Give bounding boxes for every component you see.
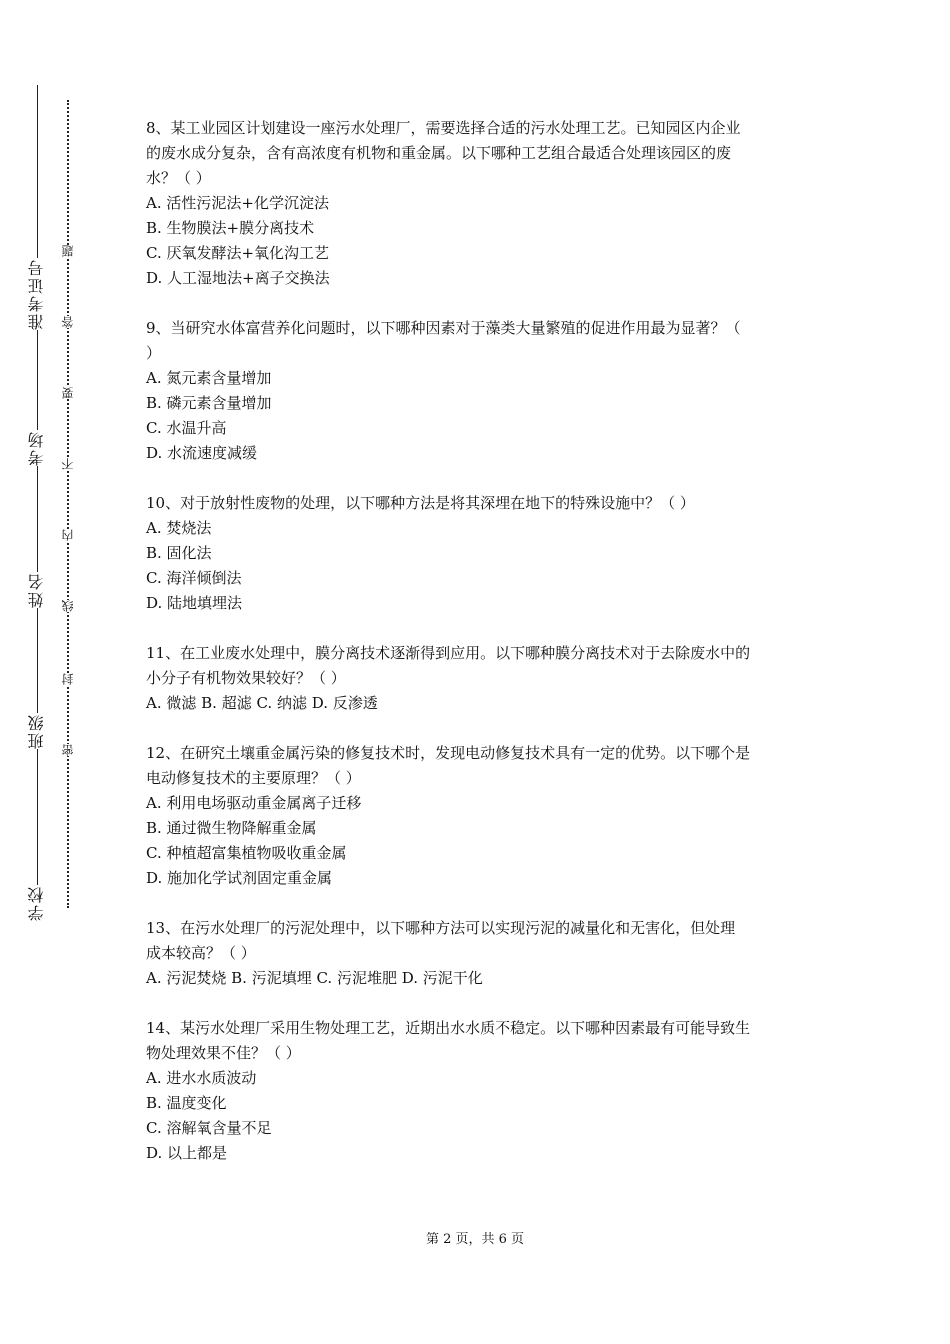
- question-stem-line: 物处理效果不佳？（ ）: [146, 1044, 301, 1062]
- option-a: A. 氮元素含量增加: [146, 369, 272, 387]
- option-b: B. 温度变化: [146, 1094, 227, 1112]
- option-c: C. 种植超富集植物吸收重金属: [146, 844, 347, 862]
- option-d: D. 陆地填埋法: [146, 594, 243, 612]
- option-d: D. 人工湿地法+离子交换法: [146, 269, 330, 287]
- question-list: [146, 116, 816, 1191]
- question-stem-line: 12、在研究土壤重金属污染的修复技术时，发现电动修复技术具有一定的优势。以下哪个是: [146, 744, 751, 762]
- option-a: A. 利用电场驱动重金属离子迁移: [146, 794, 362, 812]
- option-a: A. 焚烧法: [146, 519, 212, 537]
- seal-char: 密: [61, 744, 75, 756]
- student-name-label: 姓名: [20, 572, 54, 608]
- question-stem-line: 8、某工业园区计划建设一座污水处理厂，需要选择合适的污水处理工艺。已知园区内企业: [146, 119, 741, 137]
- question-stem-line: 14、某污水处理厂采用生物处理工艺，近期出水水质不稳定。以下哪种因素最有可能导致生: [146, 1019, 751, 1037]
- seal-char: 线: [61, 600, 75, 612]
- question-stem-line: 电动修复技术的主要原理？（ ）: [146, 769, 361, 787]
- question-10: [146, 491, 816, 616]
- name-field-line: [37, 85, 38, 905]
- exam-number-label: 准考证号: [20, 258, 54, 330]
- seal-char: 不: [61, 458, 75, 470]
- option-a: A. 进水水质波动: [146, 1069, 257, 1087]
- question-12: [146, 741, 816, 891]
- question-11: [146, 641, 816, 716]
- option-d: D. 施加化学试剂固定重金属: [146, 869, 333, 887]
- question-stem-line: 13、在污水处理厂的污泥处理中，以下哪种方法可以实现污泥的减量化和无害化，但处理: [146, 919, 736, 937]
- option-b: B. 生物膜法+膜分离技术: [146, 219, 315, 237]
- page-number: 第 2 页，共 6 页: [425, 1232, 525, 1247]
- option-b: B. 通过微生物降解重金属: [146, 819, 317, 837]
- question-stem-line: 小分子有机物效果较好？（ ）: [146, 669, 346, 687]
- question-stem-line: 9、当研究水体富营养化问题时，以下哪种因素对于藻类大量繁殖的促进作用最为显著？（: [146, 319, 741, 337]
- question-stem-line: 的废水成分复杂，含有高浓度有机物和重金属。以下哪种工艺组合最适合处理该园区的废: [146, 144, 732, 162]
- seal-char: 封: [61, 673, 75, 685]
- seal-char: 答: [61, 316, 75, 328]
- question-8: [146, 116, 816, 291]
- options-inline: A. 污泥焚烧 B. 污泥填埋 C. 污泥堆肥 D. 污泥干化: [146, 969, 483, 987]
- seal-char: 内: [61, 529, 75, 541]
- seal-dotted-line: [67, 100, 69, 908]
- exam-room-label: 考场: [20, 430, 54, 466]
- question-14: [146, 1016, 816, 1166]
- class-label: 班级: [20, 713, 54, 749]
- option-b: B. 固化法: [146, 544, 212, 562]
- options-inline: A. 微滤 B. 超滤 C. 纳滤 D. 反渗透: [146, 694, 378, 712]
- option-d: D. 水流速度减缓: [146, 444, 258, 462]
- option-d: D. 以上都是: [146, 1144, 228, 1162]
- binding-margin: [0, 0, 80, 1344]
- option-c: C. 海洋倾倒法: [146, 569, 242, 587]
- option-c: C. 溶解氧含量不足: [146, 1119, 272, 1137]
- question-stem-line: 10、对于放射性废物的处理，以下哪种方法是将其深埋在地下的特殊设施中？（ ）: [146, 494, 695, 512]
- option-c: C. 厌氧发酵法+氧化沟工艺: [146, 244, 330, 262]
- option-c: C. 水温升高: [146, 419, 227, 437]
- question-stem-line: 11、在工业废水处理中，膜分离技术逐渐得到应用。以下哪种膜分离技术对于去除废水中的: [146, 644, 751, 662]
- option-a: A. 活性污泥法+化学沉淀法: [146, 194, 329, 212]
- seal-char: 题: [61, 245, 75, 257]
- question-13: [146, 916, 816, 991]
- question-stem-line: ）: [146, 344, 162, 362]
- question-stem-line: 成本较高？（ ）: [146, 944, 256, 962]
- option-b: B. 磷元素含量增加: [146, 394, 272, 412]
- question-9: [146, 316, 816, 466]
- school-label: 学校: [20, 885, 54, 921]
- question-stem-line: 水？（ ）: [146, 169, 211, 187]
- seal-char: 要: [61, 387, 75, 399]
